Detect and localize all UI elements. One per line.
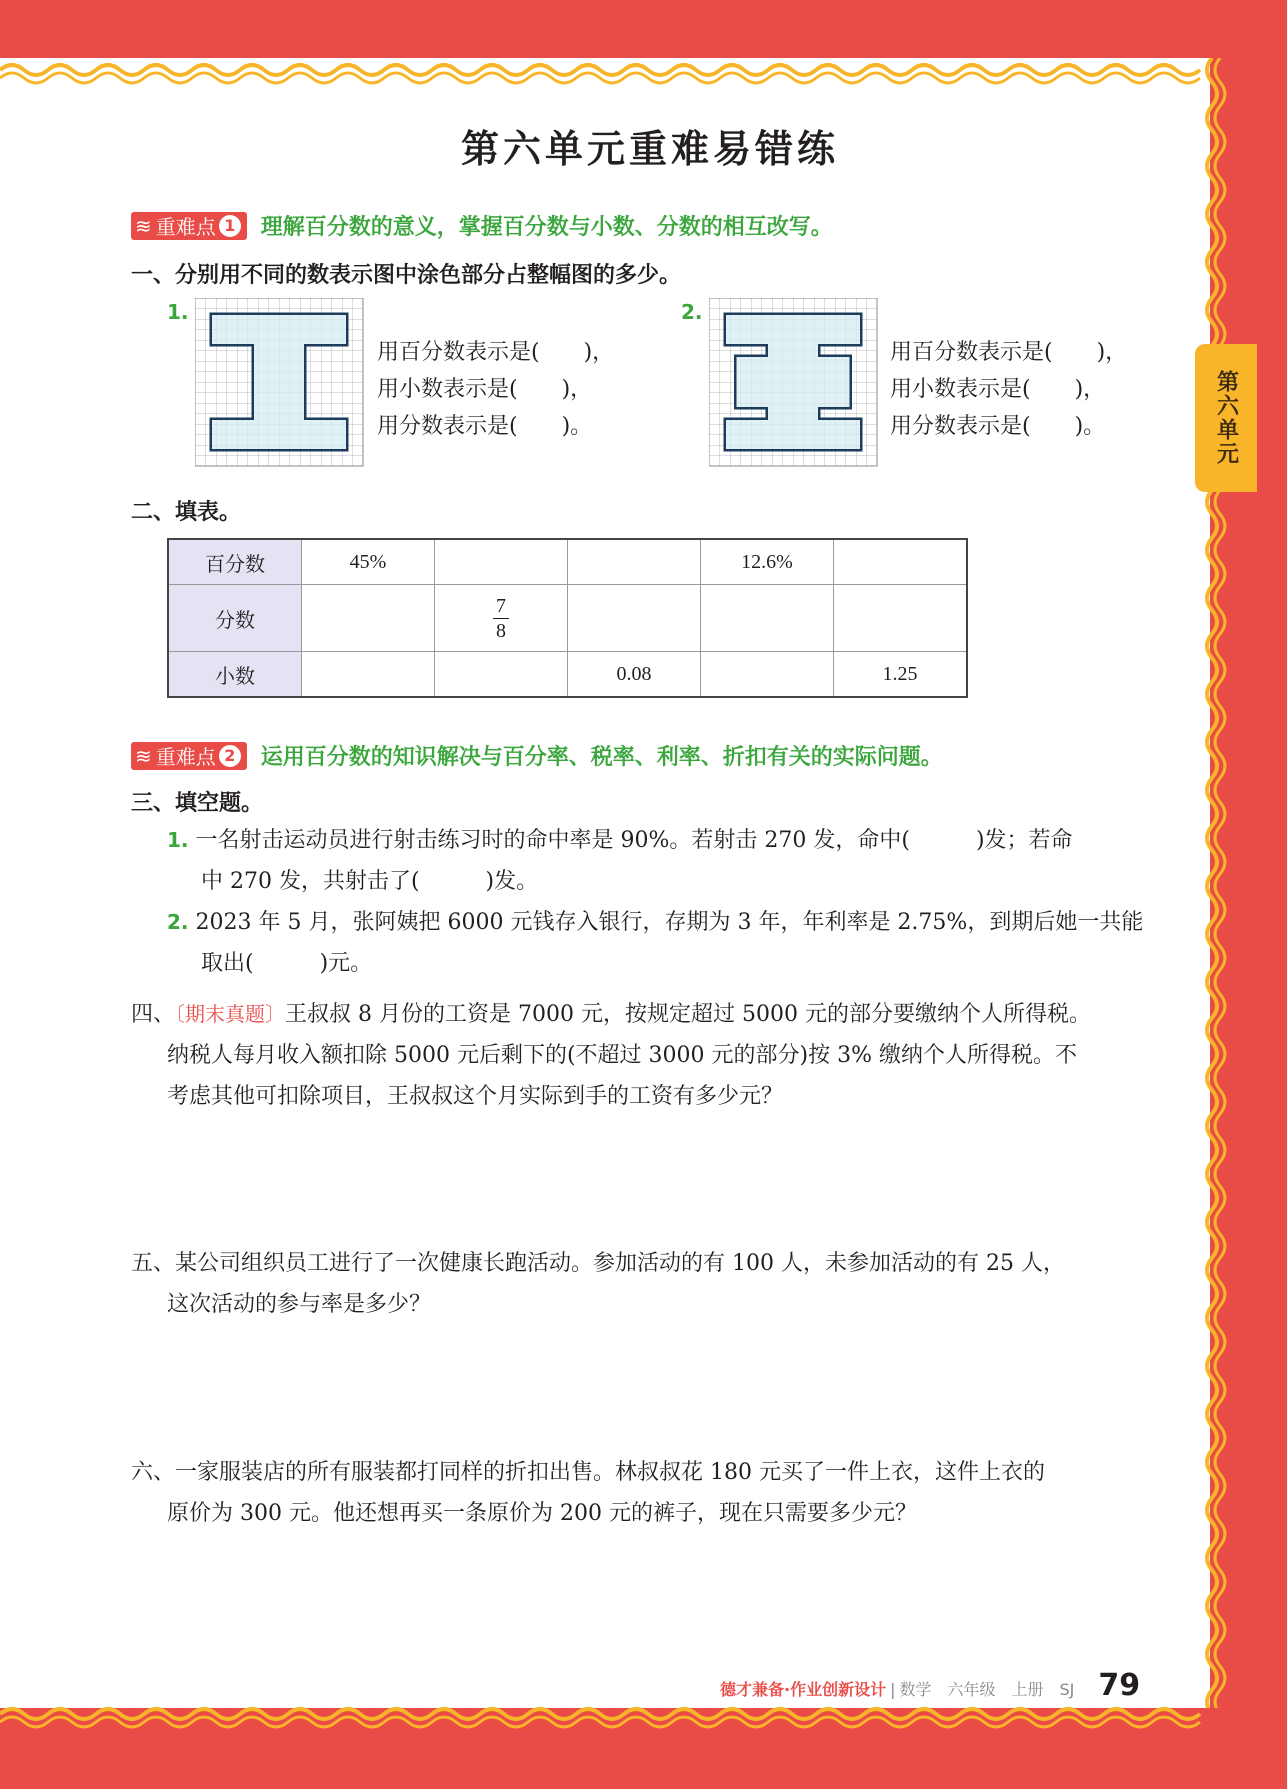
footer-info: 数学 六年级 上册 SJ: [899, 1680, 1075, 1699]
figure-2-number: 2.: [681, 300, 703, 324]
key-point-1: [131, 210, 833, 241]
table-row: 百分数 45% 12.6%: [168, 539, 967, 585]
waves-icon: ≋: [135, 213, 152, 238]
waves-icon: ≋: [135, 743, 152, 768]
table-row: 分数 $\frac{7}{8}$: [168, 585, 967, 652]
figure-2-answers: 用百分数表示是( )， 用小数表示是( )， 用分数表示是( )。: [890, 340, 1128, 439]
footer-brand: 德才兼备·作业创新设计: [720, 1680, 887, 1699]
right-wave-border: [1198, 58, 1238, 1708]
bottom-wave-border: [0, 1700, 1287, 1740]
key-point-text: 运用百分数的知识解决与百分率、税率、利率、折扣有关的实际问题。: [260, 745, 943, 770]
question-6: 六、一家服装店的所有服装都打同样的折扣出售。林叔叔花 180 元买了一件上衣，这件上衣的 原价为 300 元。他还想再买一条原价为 200 元的裤子，现在只需要多少元？: [131, 1460, 1045, 1526]
unit-side-tab: [1195, 344, 1257, 492]
key-point-badge: ≋ 重难点 1: [131, 212, 247, 240]
conversion-table: [167, 538, 968, 698]
figure-1-number: 1.: [167, 300, 189, 324]
top-wave-border: [0, 40, 1287, 130]
figure-1-answers: 用百分数表示是( )， 用小数表示是( )， 用分数表示是( )。: [377, 340, 615, 439]
question-3-2: 2. 2023 年 5 月，张阿姨把 6000 元钱存入银行，存期为 3 年，年利率是 2.75%，到期后她一共能 取出( )元。: [167, 910, 1144, 976]
fraction-seven-eighths: $\frac{7}{8}$: [493, 595, 509, 642]
table-row: 小数 0.08 1.25: [168, 652, 967, 698]
section-1-heading: 一、分别用不同的数表示图中涂色部分占整幅图的多少。: [131, 263, 682, 288]
page-footer: 德才兼备·作业创新设计 | 数学 六年级 上册 SJ 79: [720, 1668, 1141, 1703]
unit-side-tab-label: 第六单元: [1213, 370, 1239, 466]
key-point-2: [131, 740, 943, 771]
gong-shape: [725, 314, 862, 451]
section-2-heading: 二、填表。: [131, 500, 242, 525]
page-title: 第六单元重难易错练: [460, 127, 839, 171]
key-point-badge: ≋ 重难点 2: [131, 742, 247, 770]
figure-1-grid: [195, 298, 367, 470]
question-3-1: 1. 一名射击运动员进行射击练习时的命中率是 90%。若射击 270 发，命中( )发；若命 中 270 发，共射击了( )发。: [167, 828, 1073, 894]
page-number: 79: [1098, 1668, 1141, 1703]
question-5: 五、某公司组织员工进行了一次健康长跑活动。参加活动的有 100 人，未参加活动的有 25 人， 这次活动的参与率是多少？: [131, 1251, 1065, 1317]
section-3-heading: 三、填空题。: [131, 791, 264, 816]
figure-2-grid: [709, 298, 881, 470]
key-point-text: 理解百分数的意义，掌握百分数与小数、分数的相互改写。: [260, 215, 833, 240]
question-4: 四、〔期末真题〕王叔叔 8 月份的工资是 7000 元，按规定超过 5000 元的部分要缴纳个人所得税。 纳税人每月收入额扣除 5000 元后剩下的(不超过 3000 元的部分)按 3% 缴纳个人所得税。不 考虑其他可扣除项目，王叔叔这个月实际到手的工资有多少元？: [131, 1002, 1091, 1109]
exam-tag: 〔期末真题〕: [175, 1002, 286, 1026]
